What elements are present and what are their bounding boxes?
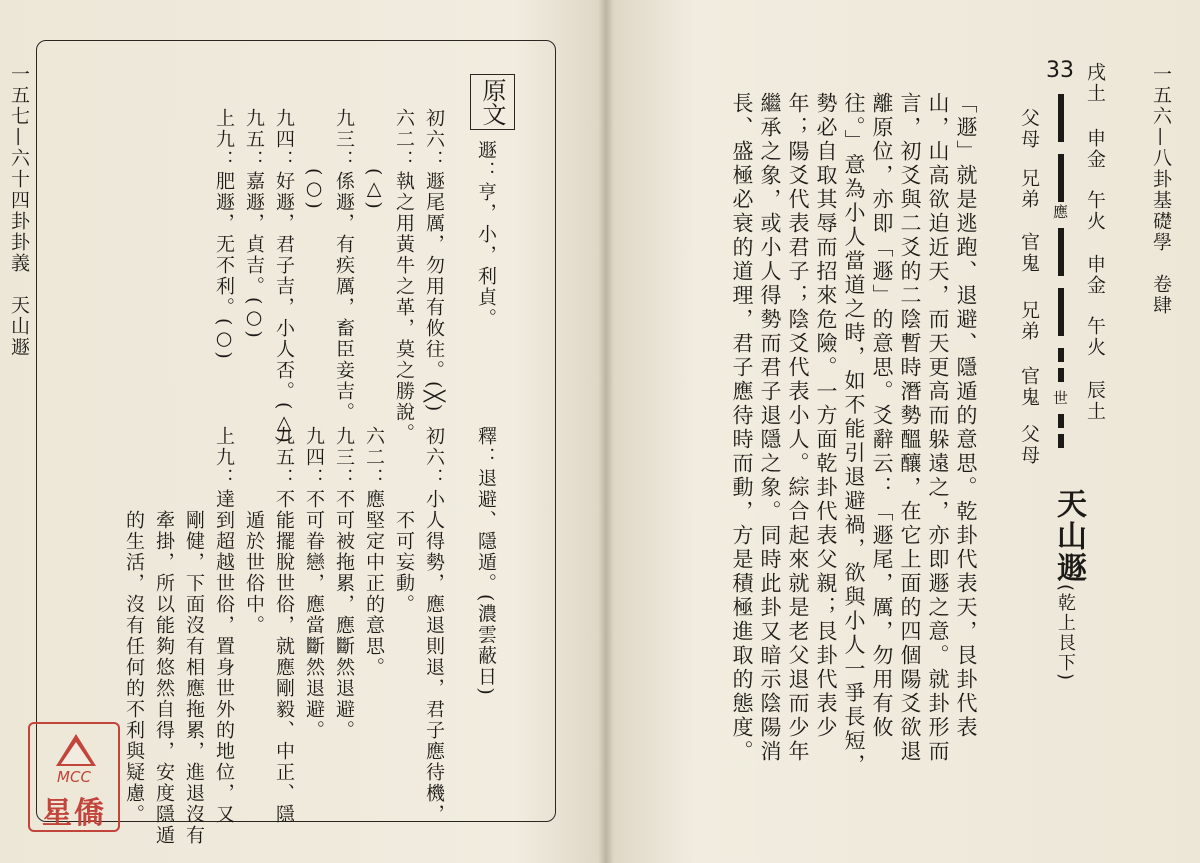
relation-label: 兄弟 <box>1018 300 1040 342</box>
yao-line-1 <box>1052 94 1070 142</box>
stem-label: 午火 <box>1084 190 1106 232</box>
original-line: 九四：好遯，君子吉，小人否。(△) <box>273 108 295 445</box>
seal-mcc-text: MCC <box>57 768 91 786</box>
yao-line-2 <box>1052 154 1070 202</box>
yao-line-4 <box>1052 288 1070 336</box>
explanation-line: 九四：不可眷戀，應當斷然退避。 <box>303 426 325 741</box>
explanation-line: 六二：應堅定中正的意思。 <box>363 426 385 678</box>
explanation-line: 九五：不能擺脫世俗，就應剛毅、中正、隱 <box>273 426 295 825</box>
explanation-line: 上九：達到超越世俗，置身世外的地位，又 <box>213 426 235 825</box>
stem-label: 辰土 <box>1084 380 1106 422</box>
relation-label: 父母 <box>1018 108 1040 150</box>
explanation-line: 牽掛，所以能夠悠然自得，安度隱遁 <box>153 510 175 846</box>
explanation-line: 遁於世俗中。 <box>243 510 265 636</box>
publisher-seal <box>28 722 120 832</box>
original-line: 初六：遯尾厲，勿用有攸往。(╳) <box>423 108 445 414</box>
relation-label: 官鬼 <box>1018 366 1040 408</box>
commentary-paragraph: 「遯」就是逃跑、退避、隱遁的意思。乾卦代表天，艮卦代表山，山高欲迫近天，而天更高而躲遠之，亦即遯之意。就卦形而言，初爻與二爻的二陰暫時潛勢醞釀，在它上面的四個陽爻欲退離原位，亦即「遯」的意思。爻辭云：「遯尾，厲，勿用有攸往。」意為小人當道之時，如不能引退避禍，欲與小人一爭長短，勢必自取其辱而招來危險。一方面乾卦代表父親；艮卦代表少年；陽爻代表君子；陰爻代表小人。綜合起來就是老父退而少年繼承之象，或小人得勢而君子退隱之象。同時此卦又暗示陰陽消長、盛極必衰的道理，君子應待時而動，方是積極進取的態度。 <box>730 92 978 778</box>
explanation-line: 剛健，下面沒有相應拖累，進退沒有 <box>183 510 205 846</box>
hexagram-number: 33 <box>1046 58 1074 83</box>
shi-marker: 世 <box>1051 390 1069 407</box>
relation-label: 兄弟 <box>1018 168 1040 210</box>
relation-label: 父母 <box>1018 424 1040 466</box>
explanation-line: 釋：退避、隱遁。(濃雲蔽日) <box>475 426 497 697</box>
hexagram-subtitle: (乾上艮下) <box>1055 584 1076 683</box>
explanation-line: 初六：小人得勢，應退則退，君子應待機， <box>423 426 445 825</box>
judgment-line: 遯：亨，小，利貞。 <box>475 140 497 329</box>
original-text-heading: 原文 <box>470 74 515 130</box>
book-gutter <box>598 0 614 863</box>
explanation-line: 的生活，沒有任何的不利與疑慮。 <box>123 510 145 825</box>
hexagram-title: 天山遯 <box>1051 488 1086 584</box>
stem-label: 申金 <box>1084 254 1106 296</box>
right-page <box>606 0 1200 863</box>
ying-marker: 應 <box>1051 204 1069 221</box>
left-running-head: 一五七—六十四卦卦義 天山遯 <box>8 64 30 358</box>
explanation-line: 不可妄動。 <box>393 510 415 615</box>
yao-line-6 <box>1052 414 1070 448</box>
right-running-head: 一五六—八卦基礎學 卷肆 <box>1150 64 1172 316</box>
original-line: 九三：係遯，有疾厲，畜臣妾吉。 <box>333 108 355 423</box>
stem-label: 午火 <box>1084 316 1106 358</box>
relation-label: 官鬼 <box>1018 232 1040 274</box>
seal-name-text: 星僑 <box>42 796 106 831</box>
original-line: 九五：嘉遯，貞吉。(○) <box>243 108 265 340</box>
yao-line-3 <box>1052 228 1070 276</box>
original-line: 六二：執之用黃牛之革，莫之勝說。 <box>393 108 415 444</box>
yao-line-5 <box>1052 348 1070 382</box>
stem-label: 戌土 <box>1084 62 1106 104</box>
original-line: (△) <box>363 168 385 211</box>
original-line: (○) <box>303 168 325 211</box>
stem-label: 申金 <box>1084 128 1106 170</box>
explanation-line: 九三：不可被拖累，應斷然退避。 <box>333 426 355 741</box>
original-line: 上九：肥遯，无不利。(○) <box>213 108 235 361</box>
